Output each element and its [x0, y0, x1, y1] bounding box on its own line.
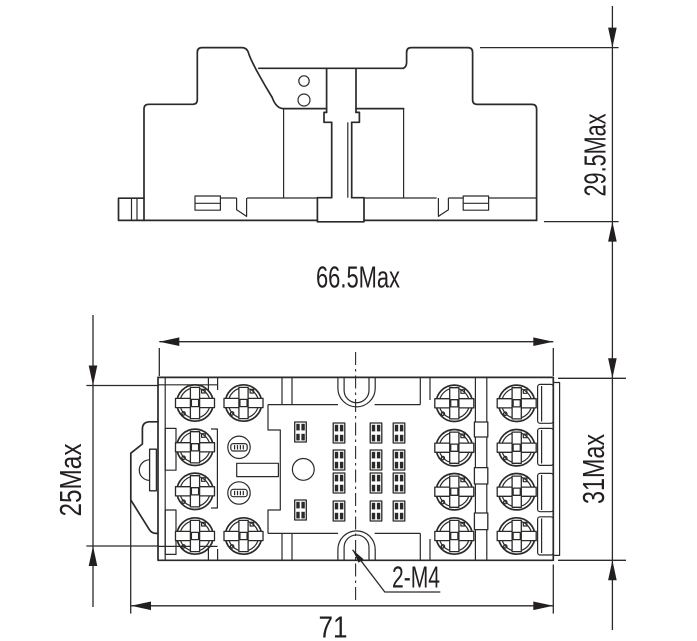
coil-mark-top — [228, 436, 250, 458]
annotation-2-m4 — [353, 550, 441, 595]
side-view-drawing — [119, 48, 537, 222]
dim-label-66-5max: 66.5Max — [316, 259, 401, 295]
dim-label-31max: 31Max — [576, 410, 611, 504]
dimension-66-5max — [159, 260, 553, 377]
center-hole — [292, 459, 314, 481]
din-latch — [131, 422, 158, 534]
terminal-flaps — [538, 384, 554, 555]
label-recess — [237, 463, 279, 476]
dimension-31max — [558, 358, 626, 580]
dim-label-29-5max: 29.5Max — [577, 77, 613, 197]
dimension-25max — [53, 315, 159, 607]
dim-label-2-m4: 2-M4 — [392, 559, 440, 595]
plan-view-drawing — [131, 352, 560, 600]
dim-label-25max: 25Max — [53, 423, 88, 517]
contact-slots — [295, 422, 405, 521]
coil-mark-bottom — [228, 482, 250, 504]
dim-label-71: 71 — [318, 609, 348, 641]
screw-terminals-left — [176, 385, 264, 554]
